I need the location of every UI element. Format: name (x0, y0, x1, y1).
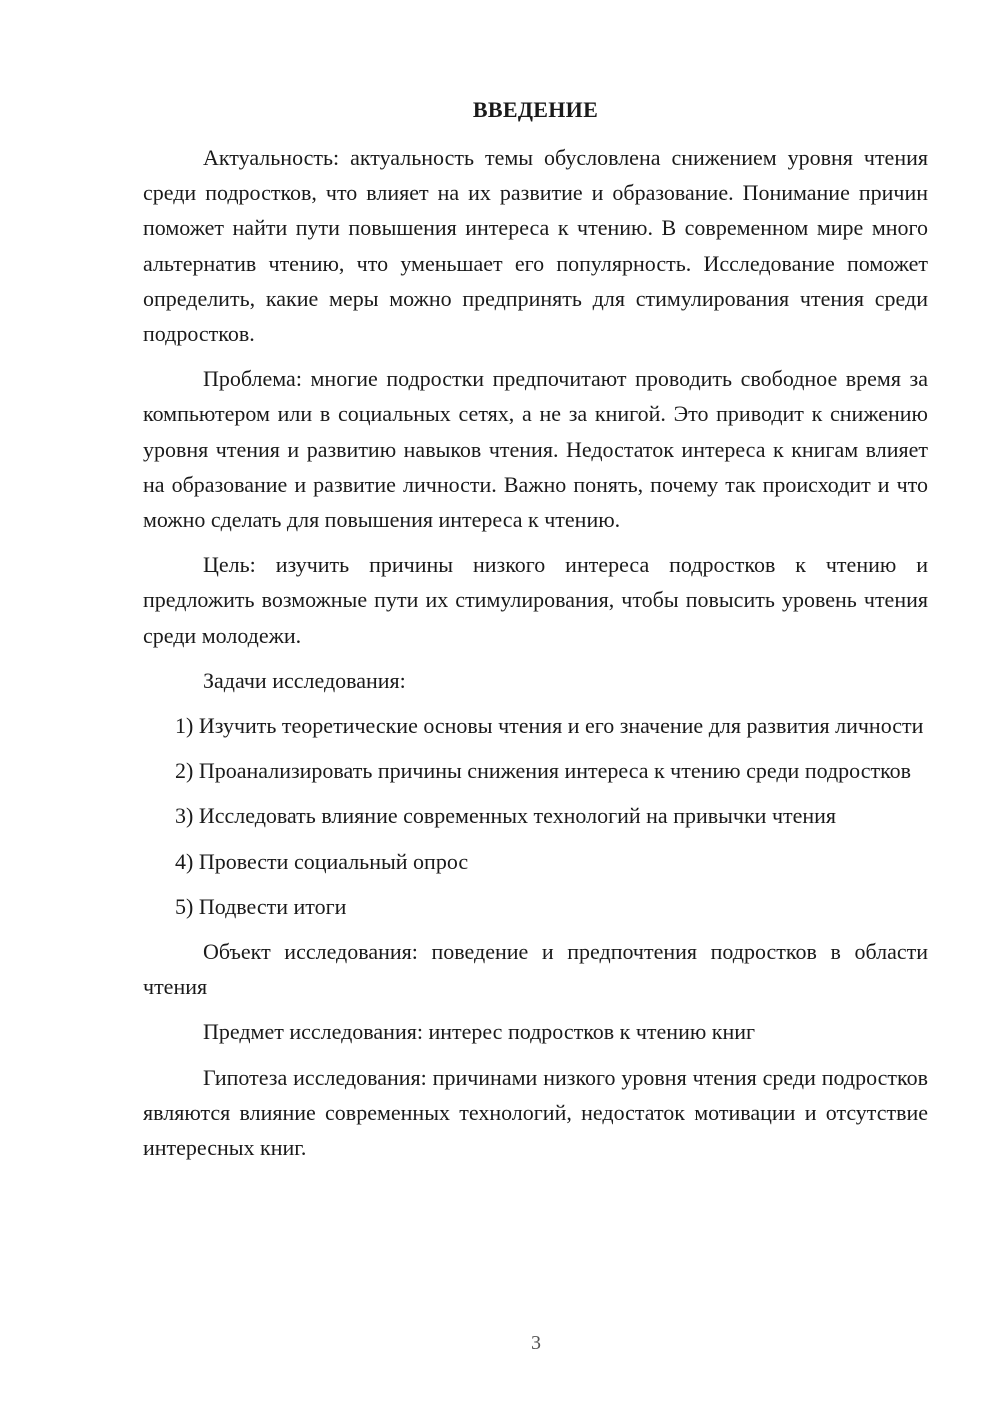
document-page (143, 92, 928, 1175)
tasks-list (143, 708, 928, 924)
task-item: 4) Провести социальный опрос (175, 848, 469, 874)
page-number: 3 (531, 1332, 541, 1354)
section-title: ВВЕДЕНИЕ (472, 97, 599, 122)
goal-paragraph: Цель: изучить причины низкого интереса подростков к чтению и предложить возможные пути их стимулирования, чтобы повысить уровень чтения среди молодежи. (143, 552, 928, 648)
subject-paragraph: Предмет исследования: интерес подростков к чтению книг (203, 1019, 756, 1045)
object-paragraph: Объект исследования: поведение и предпочтения подростков в области чтения (143, 939, 928, 1000)
task-item: 1) Изучить теоретические основы чтения и его значение для развития личности (175, 713, 924, 739)
task-item: 2) Проанализировать причины снижения интереса к чтению среди подростков (175, 758, 912, 784)
task-item: 3) Исследовать влияние современных технологий на привычки чтения (175, 803, 837, 829)
hypothesis-paragraph: Гипотеза исследования: причинами низкого уровня чтения среди подростков являются влияние современных технологий, недостаток мотивации и отсутствие интересных книг. (143, 1064, 928, 1161)
task-item: 5) Подвести итоги (175, 893, 347, 919)
relevance-paragraph: Актуальность: актуальность темы обусловлена снижением уровня чтения среди подростков, что влияет на их развитие и образование. Понимание причин поможет найти пути повышения интереса к чтению. В современном мире много альтернатив чтению, что уменьшает его популярность. Исследование поможет определить, какие меры можно предпринять для стимулирования чтения среди подростков. (143, 145, 928, 347)
problem-paragraph: Проблема: многие подростки предпочитают проводить свободное время за компьютером или в социальных сетях, а не за книгой. Это приводит к снижению уровня чтения и развитию навыков чтения. Недостаток интереса к книгам влияет на образование и развитие личности. Важно понять, почему так происходит и что можно сделать для повышения интереса к чтению. (143, 366, 928, 533)
tasks-heading: Задачи исследования: (203, 667, 406, 693)
